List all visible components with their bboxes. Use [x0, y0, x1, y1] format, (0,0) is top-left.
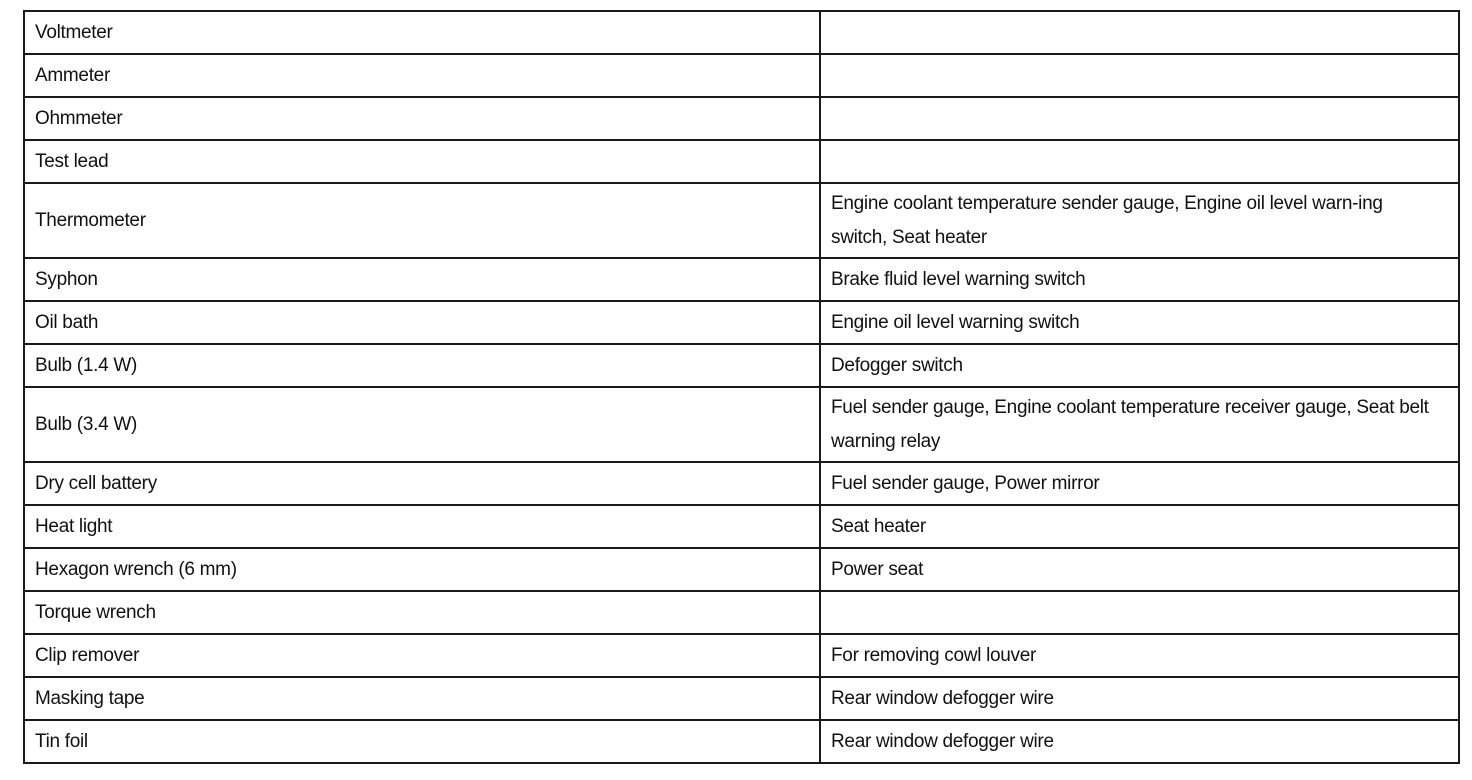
use-cell: Engine oil level warning switch	[820, 301, 1459, 344]
tool-cell: Thermometer	[24, 183, 820, 258]
use-cell: Seat heater	[820, 505, 1459, 548]
use-cell: Defogger switch	[820, 344, 1459, 387]
table-row	[24, 505, 1459, 548]
table-row	[24, 11, 1459, 54]
tool-cell: Voltmeter	[24, 11, 820, 54]
tool-cell: Ammeter	[24, 54, 820, 97]
table-row	[24, 677, 1459, 720]
use-cell	[820, 54, 1459, 97]
use-cell: Engine coolant temperature sender gauge, Engine oil level warn-ing switch, Seat heater	[820, 183, 1459, 258]
use-cell: Rear window defogger wire	[820, 720, 1459, 763]
table-row	[24, 462, 1459, 505]
use-cell	[820, 11, 1459, 54]
table-row	[24, 548, 1459, 591]
use-cell: Fuel sender gauge, Power mirror	[820, 462, 1459, 505]
use-cell: Brake fluid level warning switch	[820, 258, 1459, 301]
tool-cell: Clip remover	[24, 634, 820, 677]
tool-cell: Masking tape	[24, 677, 820, 720]
table-row	[24, 344, 1459, 387]
tool-cell: Syphon	[24, 258, 820, 301]
tool-cell: Oil bath	[24, 301, 820, 344]
tool-cell: Heat light	[24, 505, 820, 548]
tool-cell: Tin foil	[24, 720, 820, 763]
table-row	[24, 387, 1459, 462]
table-row	[24, 591, 1459, 634]
use-cell: Rear window defogger wire	[820, 677, 1459, 720]
use-cell	[820, 140, 1459, 183]
use-cell	[820, 97, 1459, 140]
table-row	[24, 140, 1459, 183]
table-row	[24, 54, 1459, 97]
tool-cell: Ohmmeter	[24, 97, 820, 140]
tool-usage-table	[23, 10, 1460, 764]
tool-cell: Bulb (1.4 W)	[24, 344, 820, 387]
use-cell: For removing cowl louver	[820, 634, 1459, 677]
tool-cell: Torque wrench	[24, 591, 820, 634]
use-cell: Fuel sender gauge, Engine coolant temperature receiver gauge, Seat belt warning relay	[820, 387, 1459, 462]
table-row	[24, 720, 1459, 763]
table-row	[24, 258, 1459, 301]
tool-cell: Bulb (3.4 W)	[24, 387, 820, 462]
tool-cell: Test lead	[24, 140, 820, 183]
use-cell	[820, 591, 1459, 634]
use-cell: Power seat	[820, 548, 1459, 591]
table-body	[24, 11, 1459, 763]
tool-cell: Hexagon wrench (6 mm)	[24, 548, 820, 591]
table-row	[24, 634, 1459, 677]
table-row	[24, 183, 1459, 258]
table-row	[24, 97, 1459, 140]
table-row	[24, 301, 1459, 344]
tool-cell: Dry cell battery	[24, 462, 820, 505]
